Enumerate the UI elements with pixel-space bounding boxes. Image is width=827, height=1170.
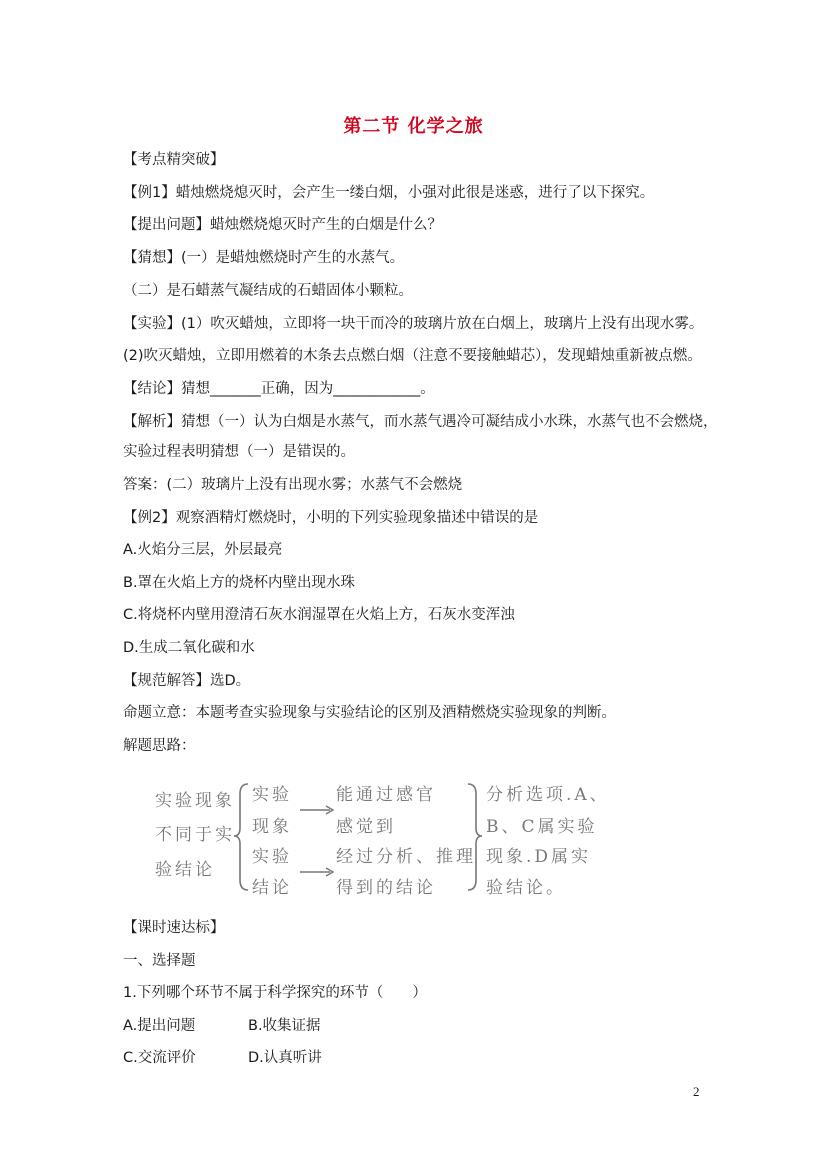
page-title: 第二节 化学之旅	[343, 116, 484, 137]
hypothesis-2: （二）是石蜡蒸气凝结成的石蜡固体小颗粒。	[123, 283, 413, 299]
diagram-right-top-1: 能通过感官	[336, 785, 436, 805]
example-2-question: 【例2】观察酒精灯燃烧时，小明的下列实验现象描述中错误的是	[123, 510, 539, 526]
solution-diagram	[150, 776, 610, 898]
diagram-conclusion-3: 现象.D属实	[486, 847, 592, 867]
page-number: 2	[693, 1084, 700, 1099]
diagram-conclusion-1: 分析选项.A、	[486, 785, 610, 805]
raise-question: 【提出问题】蜡烛燃烧熄灭时产生的白烟是什么？	[123, 217, 442, 233]
diagram-mid-top-2: 现象	[252, 817, 292, 837]
option-b: B.罩在火焰上方的烧杯内壁出现水珠	[123, 575, 356, 591]
question-1: 1.下列哪个环节不属于科学探究的环节（ ）	[123, 985, 427, 1001]
left-brace-icon	[234, 784, 248, 890]
diagram-conclusion-4: 验结论。	[486, 878, 566, 898]
diagram-right-top-2: 感觉到	[336, 817, 396, 837]
option-a: A.火焰分三层，外层最亮	[123, 542, 283, 558]
diagram-left-2: 不同于实	[155, 825, 235, 845]
diagram-mid-bottom-2: 结论	[252, 878, 292, 898]
choice-section: 一、选择题	[123, 953, 196, 969]
q1-option-c: C.交流评价	[123, 1050, 196, 1066]
standard-answer: 【规范解答】选D。	[123, 673, 251, 689]
intent-line: 命题立意：本题考查实验现象与实验结论的区别及酒精燃烧实验现象的判断。	[123, 705, 616, 721]
answer-line: 答案：(二）玻璃片上没有出现水雾；水蒸气不会燃烧	[123, 477, 463, 493]
q1-option-b: B.收集证据	[248, 1018, 321, 1034]
diagram-right-bottom-2: 得到的结论	[336, 878, 436, 898]
experiment-1: 【实验】(1）吹灭蜡烛，立即将一块干而冷的玻璃片放在白烟上，玻璃片上没有出现水雾。	[123, 316, 704, 332]
approach-label: 解题思路：	[123, 738, 196, 754]
section-heading: 【考点精突破】	[123, 152, 225, 168]
diagram-conclusion-2: B、C属实验	[486, 817, 598, 837]
option-d: D.生成二氧化碳和水	[123, 640, 255, 656]
q1-option-d: D.认真听讲	[248, 1050, 322, 1066]
practice-heading: 【课时速达标】	[123, 920, 225, 936]
conclusion-blank: 【结论】猜想_______正确，因为____________。	[123, 381, 435, 397]
arrow-top-icon	[300, 806, 333, 814]
diagram-right-bottom-1: 经过分析、推理	[336, 847, 476, 867]
diagram-mid-bottom-1: 实验	[252, 847, 292, 867]
hypothesis-1: 【猜想】(一）是蜡烛燃烧时产生的水蒸气。	[123, 250, 405, 266]
diagram-left-1: 实验现象	[155, 791, 235, 811]
analysis-line-2: 实验过程表明猜想（一）是错误的。	[123, 444, 355, 460]
right-brace-icon	[468, 784, 482, 890]
arrow-bottom-icon	[300, 868, 333, 876]
example-1-question: 【例1】蜡烛燃烧熄灭时，会产生一缕白烟，小强对此很是迷惑，进行了以下探究。	[123, 185, 655, 201]
diagram-mid-top-1: 实验	[252, 785, 292, 805]
analysis-line-1: 【解析】猜想（一）认为白烟是水蒸气，而水蒸气遇冷可凝结成小水珠，水蒸气也不会燃烧，	[123, 414, 718, 430]
option-c: C.将烧杯内壁用澄清石灰水润湿罩在火焰上方，石灰水变浑浊	[123, 607, 515, 623]
experiment-2: (2)吹灭蜡烛，立即用燃着的木条去点燃白烟（注意不要接触蜡芯），发现蜡烛重新被点燃。	[123, 348, 702, 364]
q1-option-a: A.提出问题	[123, 1018, 196, 1034]
diagram-left-3: 验结论	[155, 860, 215, 880]
